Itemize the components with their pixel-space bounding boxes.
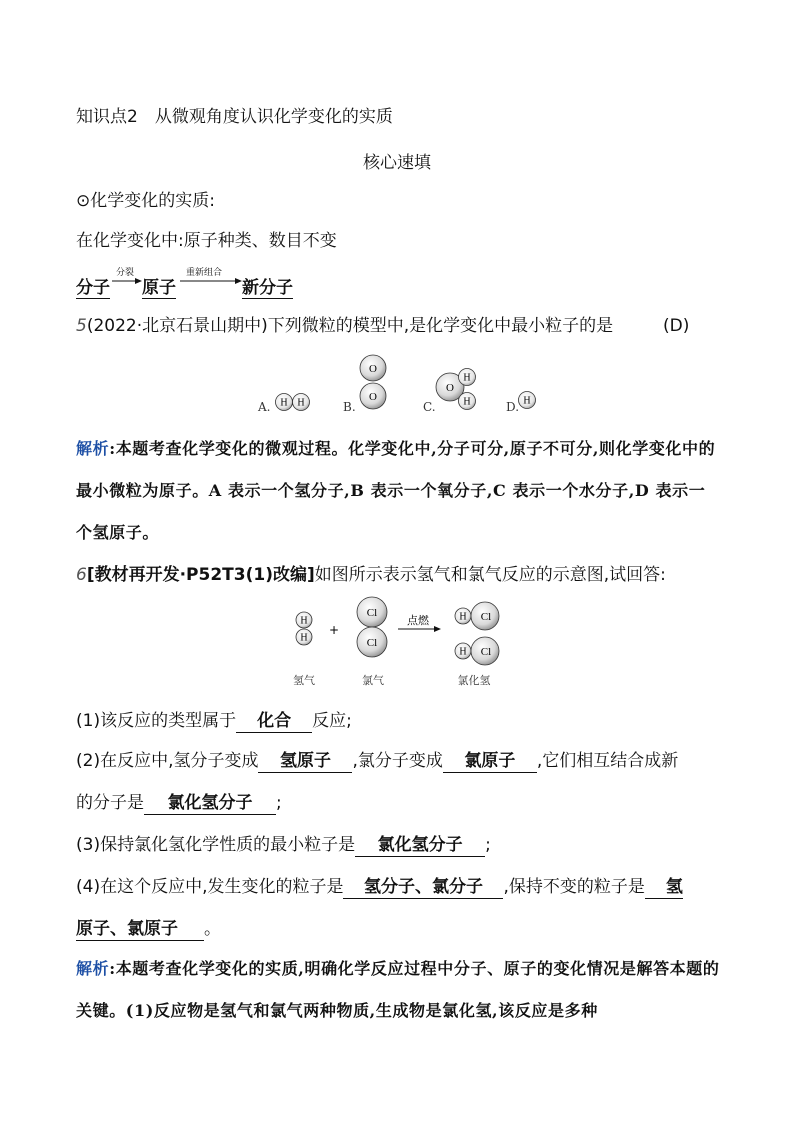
q6-p2-line2-suffix: ; (276, 793, 282, 813)
q6-explanation-tag: 解析 (76, 959, 110, 978)
q6-reaction-diagram (0, 596, 794, 696)
h2-atom-2: H (300, 632, 308, 644)
hcl2-h: H (459, 646, 467, 658)
q6-p2-answer-1: 氢原子 (258, 750, 352, 773)
plus-sign: + (328, 623, 340, 637)
essence-rule: 在化学变化中:原子种类、数目不变 (76, 231, 337, 251)
q6-p1-prefix: (1)该反应的类型属于 (76, 711, 237, 731)
section-heading: 知识点2 从微观角度认识化学变化的实质 (76, 107, 393, 127)
q6-p4-prefix: (4)在这个反应中,发生变化的粒子是 (76, 877, 344, 897)
q6-part-1 (76, 710, 352, 733)
q6-p3-answer: 氯化氢分子 (355, 834, 485, 857)
flow-molecule: 分子 (76, 273, 110, 299)
q6-part-2 (76, 750, 678, 773)
q6-line (76, 564, 666, 586)
h2-atom-1: H (300, 615, 308, 627)
q6-explanation-text: :本题考查化学变化的实质,明确化学反应过程中分子、原子的变化情况是解答本题的关键。(1)反应物是氢气和氯气两种物质,生成物是氯化氢,该反应是多种 (76, 959, 720, 1020)
flow-step1-label: 分裂 (116, 268, 135, 278)
q5-number: 5 (76, 316, 87, 336)
q6-p2-line2-prefix: 的分子是 (76, 793, 144, 813)
q6-stem: 如图所示表示氢气和氯气反应的示意图,试回答: (314, 565, 666, 585)
q6-p4-mid: ,保持不变的粒子是 (503, 877, 645, 897)
hydrogen-molecule (296, 612, 312, 645)
atom-b2: O (369, 391, 377, 403)
atom-b1: O (369, 363, 377, 375)
flow-arrow-1 (112, 276, 142, 286)
option-b-model (360, 355, 386, 409)
label-hydrogen: 氢气 (293, 674, 315, 687)
option-c-label: C. (423, 400, 436, 414)
q6-p2-answer-2: 氯原子 (443, 750, 537, 773)
section-subheading: 核心速填 (363, 153, 431, 173)
q6-number: 6 (76, 565, 87, 585)
atom-a1: H (280, 397, 288, 409)
option-d-model (519, 392, 536, 409)
q6-p3-suffix: ; (485, 835, 491, 855)
q6-p2-suffix: ,它们相互结合成新 (536, 751, 679, 771)
q5-atom-models (0, 350, 794, 420)
option-a-label: A. (258, 400, 271, 414)
cl2-atom-2: Cl (366, 637, 378, 649)
label-chlorine: 氯气 (362, 674, 384, 687)
q5-explanation-tag: 解析 (76, 439, 110, 458)
q5-answer: (D) (663, 316, 690, 336)
hcl-molecule-2 (455, 637, 499, 665)
option-d-label: D. (506, 400, 520, 414)
q6-explanation (76, 948, 721, 1032)
option-b-label: B. (343, 400, 356, 414)
reaction-arrow-head (434, 626, 441, 632)
option-a-model (276, 394, 310, 411)
q6-p2-mid: ,氯分子变成 (352, 751, 443, 771)
q5-options-figure (0, 350, 794, 420)
atom-c3: H (463, 396, 471, 408)
q5-explanation (76, 428, 721, 554)
hcl1-cl: Cl (480, 611, 492, 623)
flow-step2-label: 重新组合 (186, 268, 223, 278)
q6-part-2-cont (76, 792, 282, 815)
essence-flow (76, 262, 336, 298)
q6-p1-answer: 化合 (236, 710, 312, 733)
q6-p2-prefix: (2)在反应中,氢分子变成 (76, 751, 259, 771)
q5-line (76, 315, 613, 337)
q6-part-4-cont (76, 918, 221, 941)
cl2-atom-1: Cl (366, 607, 378, 619)
q6-p4-answer-1: 氢分子、氯分子 (343, 876, 503, 899)
q6-p1-suffix: 反应; (312, 711, 352, 731)
q6-p4-answer-2b: 原子、氯原子 (76, 918, 204, 941)
essence-title: ⊙化学变化的实质: (76, 191, 215, 211)
q6-source: [教材再开发·P52T3(1)改编] (86, 565, 315, 585)
chlorine-molecule (357, 597, 387, 657)
hcl-molecule-1 (455, 602, 499, 630)
flow-atom: 原子 (142, 273, 176, 299)
q6-part-3 (76, 834, 491, 857)
option-c-model (436, 369, 476, 410)
atom-a2: H (297, 397, 305, 409)
q6-p4-suffix: 。 (204, 919, 221, 939)
q6-p4-answer-2a: 氢 (645, 876, 683, 899)
q5-stem: (2022·北京石景山期中)下列微粒的模型中,是化学变化中最小粒子的是 (86, 316, 614, 336)
atom-d1: H (523, 395, 531, 407)
label-hcl: 氯化氢 (457, 674, 491, 687)
q6-p2-answer-3: 氯化氢分子 (144, 792, 276, 815)
flow-arrow-2 (180, 276, 242, 286)
q6-p3-prefix: (3)保持氯化氢化学性质的最小粒子是 (76, 835, 356, 855)
q6-part-4 (76, 876, 683, 899)
q5-explanation-text: :本题考查化学变化的微观过程。化学变化中,分子可分,原子不可分,则化学变化中的最小微粒为原子。A 表示一个氢分子,B 表示一个氧分子,C 表示一个水分子,D 表示一个氢原子。 (76, 439, 716, 542)
condition-label: 点燃 (407, 614, 429, 627)
hcl1-h: H (459, 611, 467, 623)
atom-c1: O (446, 382, 454, 394)
atom-c2: H (463, 372, 471, 384)
flow-new-molecule: 新分子 (242, 273, 293, 299)
hcl2-cl: Cl (480, 646, 492, 658)
